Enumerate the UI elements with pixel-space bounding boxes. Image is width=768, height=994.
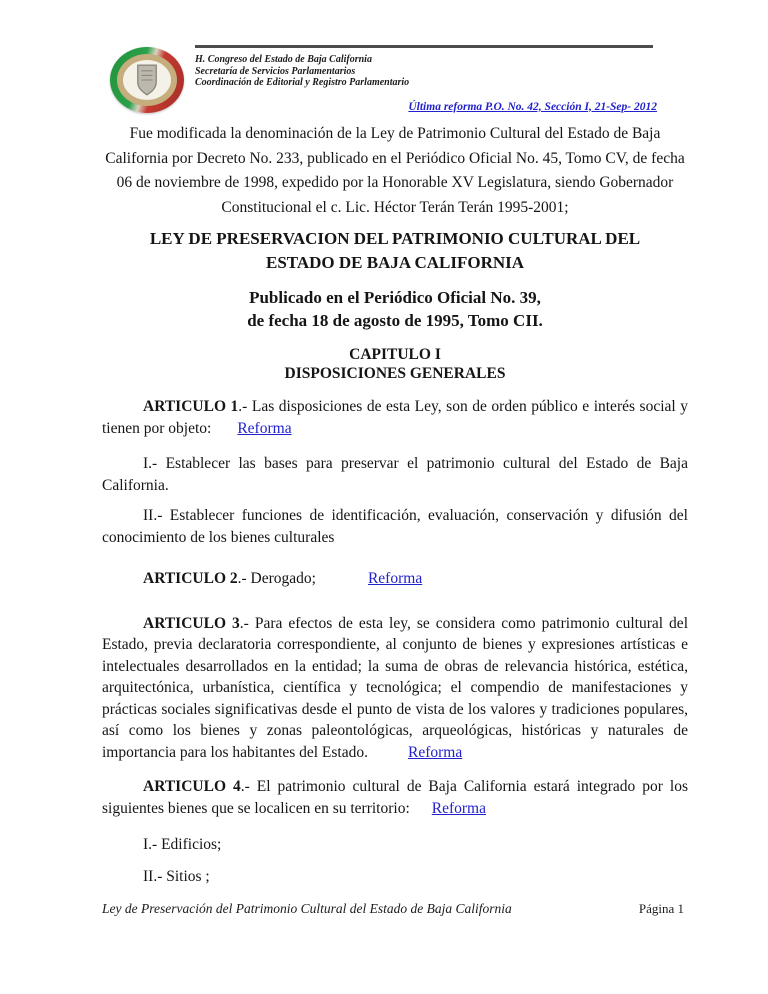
congress-seal-logo xyxy=(110,47,184,113)
page-footer xyxy=(102,901,684,917)
publication-line-1: Publicado en el Periódico Oficial No. 39, xyxy=(249,288,541,307)
articulo-2-paragraph xyxy=(102,568,688,590)
law-title-line-1: LEY DE PRESERVACION DEL PATRIMONIO CULTURAL DEL xyxy=(149,229,641,248)
org-line-congress: H. Congreso del Estado de Baja California xyxy=(195,54,372,65)
articulo-4-fraccion-1: I.- Edificios; xyxy=(143,836,222,853)
law-title-line-2: ESTADO DE BAJA CALIFORNIA xyxy=(265,253,525,272)
articulo-3-text: .- Para efectos de esta ley, se considera como patrimonio cultural del Estado, previa declaratoria correspondiente, al conjunto de bienes y expresiones artísticas e intelectuales desarrollados en la entidad; la suma de obras de relevancia histórica, estética, arquitectónica, urbanística, científica y tecnológica; el compendio de manifestaciones y prácticas sociales significativas desde el punto de vista de los valores y tradiciones populares, así como los bienes y zonas paleontológicas, arqueológicas, históricas y naturales de importancia para los habitantes del Estado. xyxy=(102,614,688,761)
org-line-secretaria: Secretaría de Servicios Parlamentarios xyxy=(195,65,356,77)
articulo-1-paragraph xyxy=(102,396,688,439)
publication-note xyxy=(102,286,688,332)
seal-center xyxy=(123,60,171,100)
articulo-3-paragraph xyxy=(102,613,688,764)
articulo-1-text: .- Las disposiciones de esta Ley, son de orden público e interés social y tienen por objeto: xyxy=(102,398,688,437)
articulo-1-label: ARTICULO 1 xyxy=(143,398,239,415)
reforma-link-articulo-2[interactable]: Reforma xyxy=(367,570,423,587)
header-rule xyxy=(195,45,653,48)
chapter-number: CAPITULO I xyxy=(349,346,441,363)
articulo-4-text: .- El patrimonio cultural de Baja California estará integrado por los siguientes bienes que se localicen en su territorio: xyxy=(102,778,688,817)
chapter-title: DISPOSICIONES GENERALES xyxy=(284,365,506,382)
reforma-link-articulo-1[interactable]: Reforma xyxy=(237,419,292,437)
last-reform-link[interactable]: Última reforma P.O. No. 42, Sección I, 21-Sep- 2012 xyxy=(408,100,657,113)
articulo-4-fraccion-2: II.- Sitios ; xyxy=(143,867,210,885)
chapter-heading xyxy=(102,345,688,383)
articulo-1-fraccion-1: I.- Establecer las bases para preservar el patrimonio cultural del Estado de Baja California. xyxy=(102,455,688,494)
articulo-1-fraccion-2: II.- Establecer funciones de identificación, evaluación, conservación y difusión del conocimiento de los bienes culturales xyxy=(102,507,688,546)
footer-page-number: Página 1 xyxy=(638,901,684,916)
org-line-coordinacion: Coordinación de Editorial y Registro Parlamentario xyxy=(195,77,410,88)
articulo-2-label: ARTICULO 2 xyxy=(143,570,238,587)
law-title xyxy=(102,227,688,275)
last-reform-row xyxy=(195,97,657,115)
page-header xyxy=(110,45,670,115)
reforma-link-articulo-3[interactable]: Reforma xyxy=(408,743,463,761)
footer-document-title: Ley de Preservación del Patrimonio Cultural del Estado de Baja California xyxy=(102,901,512,916)
reforma-link-articulo-4[interactable]: Reforma xyxy=(431,799,486,817)
letterhead xyxy=(195,45,670,115)
crest-icon xyxy=(135,64,159,96)
articulo-4-label: ARTICULO 4 xyxy=(143,778,241,795)
articulo-3-label: ARTICULO 3 xyxy=(143,614,240,632)
document-body xyxy=(102,122,688,887)
articulo-4-paragraph xyxy=(102,776,688,819)
intro-paragraph: Fue modificada la denominación de la Ley de Patrimonio Cultural del Estado de Baja California por Decreto No. 233, publicado en el Periódico Oficial No. 45, Tomo CV, de fecha 06 de noviembre de 1998, expedido por la Honorable XV Legislatura, siendo Gobernador Constitucional el c. Lic. Héctor Terán Terán 1995-2001; xyxy=(105,125,685,216)
articulo-2-text: .- Derogado; xyxy=(237,570,316,587)
publication-line-2: de fecha 18 de agosto de 1995, Tomo CII. xyxy=(247,311,543,330)
